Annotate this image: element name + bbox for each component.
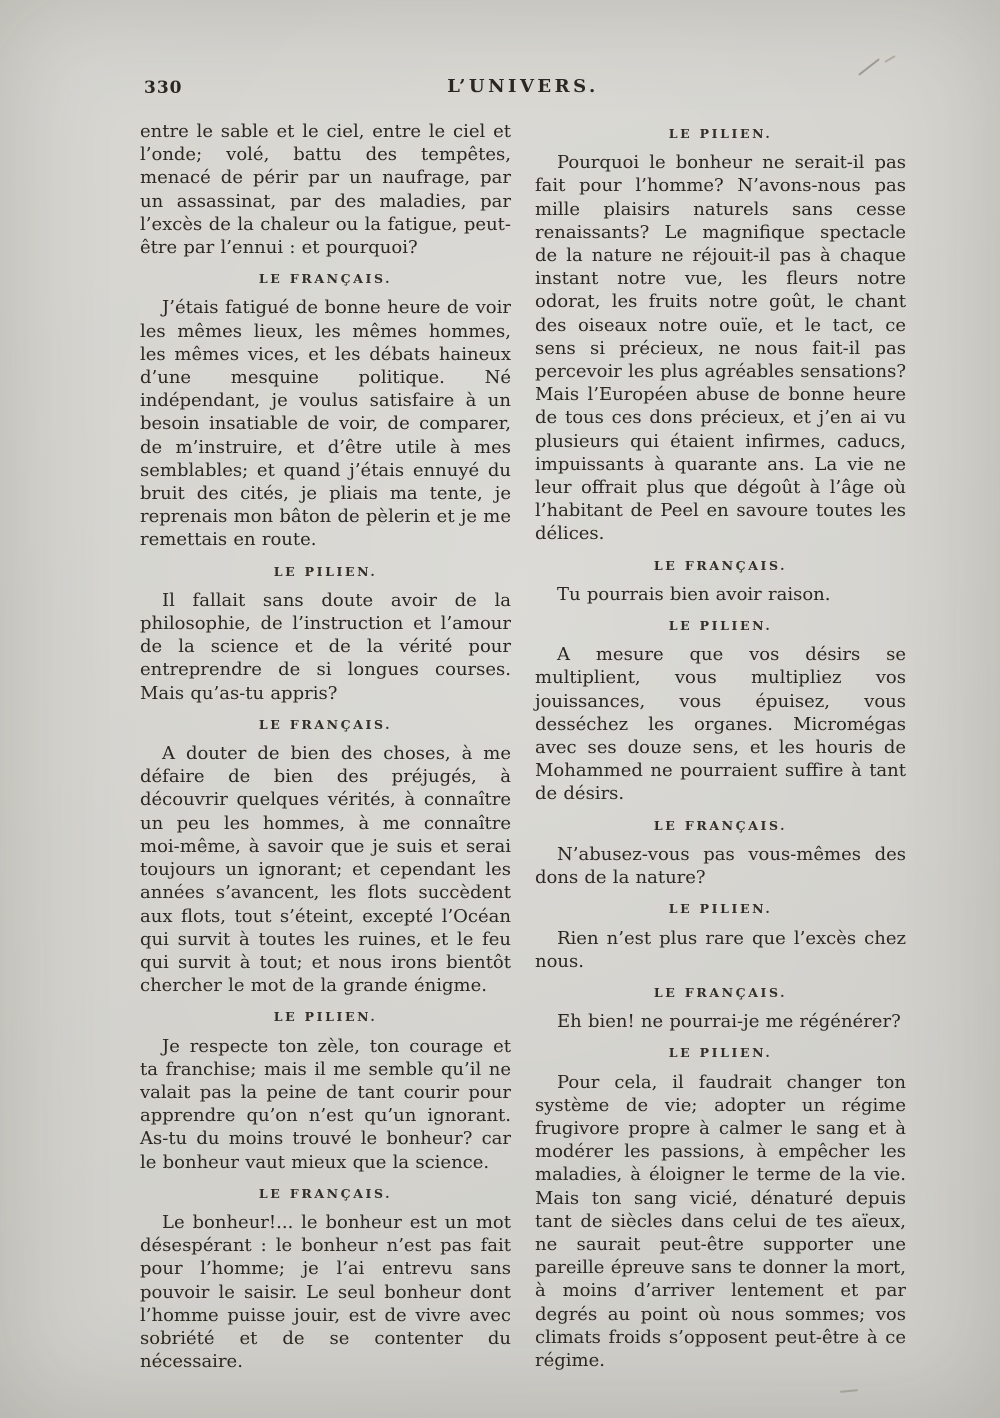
paragraph: Il fallait sans doute avoir de la philosophie, de l’instruction et l’amour de la science et de la vérité pour entreprendre de si longues courses. Mais qu’as-tu appris? (140, 589, 511, 704)
page-number: 330 (144, 78, 183, 98)
page-title: L’UNIVERS. (447, 76, 599, 97)
paragraph: Rien n’est plus rare que l’excès chez nous. (535, 927, 906, 972)
ink-mark (840, 1389, 858, 1393)
ink-mark (884, 55, 895, 63)
paragraph: A douter de bien des choses, à me défaire de bien des préjugés, à découvrir quelques vérités, à connaître un peu les hommes, à me connaître moi-même, à savoir que je suis et serai toujours un ignorant; et cependant les années s’avancent, les flots succèdent aux flots, tout s’éteint, excepté l’Océan qui survit à toutes les ruines, et le feu qui survit à tout; et nous irons bientôt chercher le mot de la grande énigme. (140, 743, 511, 997)
speaker-heading: LE PILIEN. (668, 901, 773, 917)
speaker-heading: LE PILIEN. (273, 563, 378, 579)
running-head (140, 72, 906, 106)
page-content (140, 72, 906, 1373)
speaker-heading: LE PILIEN. (668, 618, 773, 634)
speaker-heading: LE FRANÇAIS. (258, 271, 393, 287)
speaker-heading: LE FRANÇAIS. (653, 817, 788, 833)
paragraph: Je respecte ton zèle, ton courage et ta franchise; mais il me semble qu’il ne valait pas la peine de tant courir pour apprendre qu’on n’est qu’un ignorant. As-tu du moins trouvé le bonheur? car le bonheur vaut mieux que la science. (140, 1035, 511, 1173)
speaker-heading: LE FRANÇAIS. (258, 716, 393, 732)
speaker-heading: LE PILIEN. (273, 1009, 378, 1025)
paragraph: N’abusez-vous pas vous-mêmes des dons de la nature? (535, 843, 906, 889)
speaker-heading: LE PILIEN. (668, 1045, 773, 1061)
speaker-heading: LE PILIEN. (668, 126, 773, 141)
speaker-heading: LE FRANÇAIS. (653, 984, 788, 1000)
paragraph: Pourquoi le bonheur ne serait-il pas fait pour l’homme? N’avons-nous pas mille plaisirs naturels sans cesse renaissants? Le magnifique spectacle de la nature ne réjouit-il pas à chaque instant notre vue, les fleurs notre odorat, les fruits notre goût, le chant des oiseaux notre ouïe, et le tact, ce sens si précieux, ne nous fait-il pas percevoir les plus agréables sensations? Mais l’Européen abuse de bonne heure de tous ces dons précieux, et j’en ai vu plusieurs qui étaient infirmes, caducs, impuissants à quarante ans. La vie ne leur offrait plus que dégoût à l’âge où l’habitant de Peel en savoure toutes les délices. (535, 152, 906, 545)
speaker-heading: LE FRANÇAIS. (653, 557, 788, 573)
speaker-heading: LE FRANÇAIS. (258, 1185, 393, 1201)
paragraph: Pour cela, il faudrait changer ton système de vie; adopter un régime frugivore propre à calmer le sang et à modérer les passions, à empêcher les maladies, à éloigner le terme de la vie. Mais ton sang vicié, dénaturé depuis tant de siècles dans celui de tes aïeux, ne saurait peut-être supporter une pareille épreuve sans te donner la mort, à moins d’arriver lentement et par degrés au point où nous sommes; vos climats froids s’opposent peut-être à ce régime. (535, 1071, 906, 1371)
paragraph: Eh bien! ne pourrai-je me régénérer? (557, 1011, 901, 1033)
column-left (140, 120, 511, 1373)
column-right (535, 120, 906, 1373)
paragraph: J’étais fatigué de bonne heure de voir les mêmes lieux, les mêmes hommes, les mêmes vices, et les débats haineux d’une mesquine politique. Né indépendant, je voulus satisfaire à un besoin insatiable de voir, de comparer, de m’instruire, et d’être utile à mes semblables; et quand j’étais ennuyé du bruit des cités, je pliais ma tente, je reprenais mon bâton de pèlerin et je me remettais en route. (140, 297, 511, 551)
text-columns (140, 120, 906, 1373)
paragraph: Le bonheur!... le bonheur est un mot désespérant : le bonheur n’est pas fait pour l’homme; je l’ai entrevu sans pouvoir le saisir. Le seul bonheur dont l’homme puisse jouir, est de vivre avec sobriété et de se contenter du nécessaire. (140, 1211, 511, 1373)
paragraph: Tu pourrais bien avoir raison. (557, 583, 831, 605)
paragraph: entre le sable et le ciel, entre le ciel et l’onde; volé, battu des tempêtes, menacé de périr par un naufrage, par un assassinat, par des maladies, par l’excès de la chaleur ou la fatigue, peut-être par l’ennui : et pourquoi? (140, 121, 511, 259)
paragraph: A mesure que vos désirs se multiplient, vous multipliez vos jouissances, vous épuisez, vous desséchez les organes. Micromégas avec ses douze sens, et les houris de Mohammed ne pourraient suffire à tant de désirs. (535, 644, 906, 805)
